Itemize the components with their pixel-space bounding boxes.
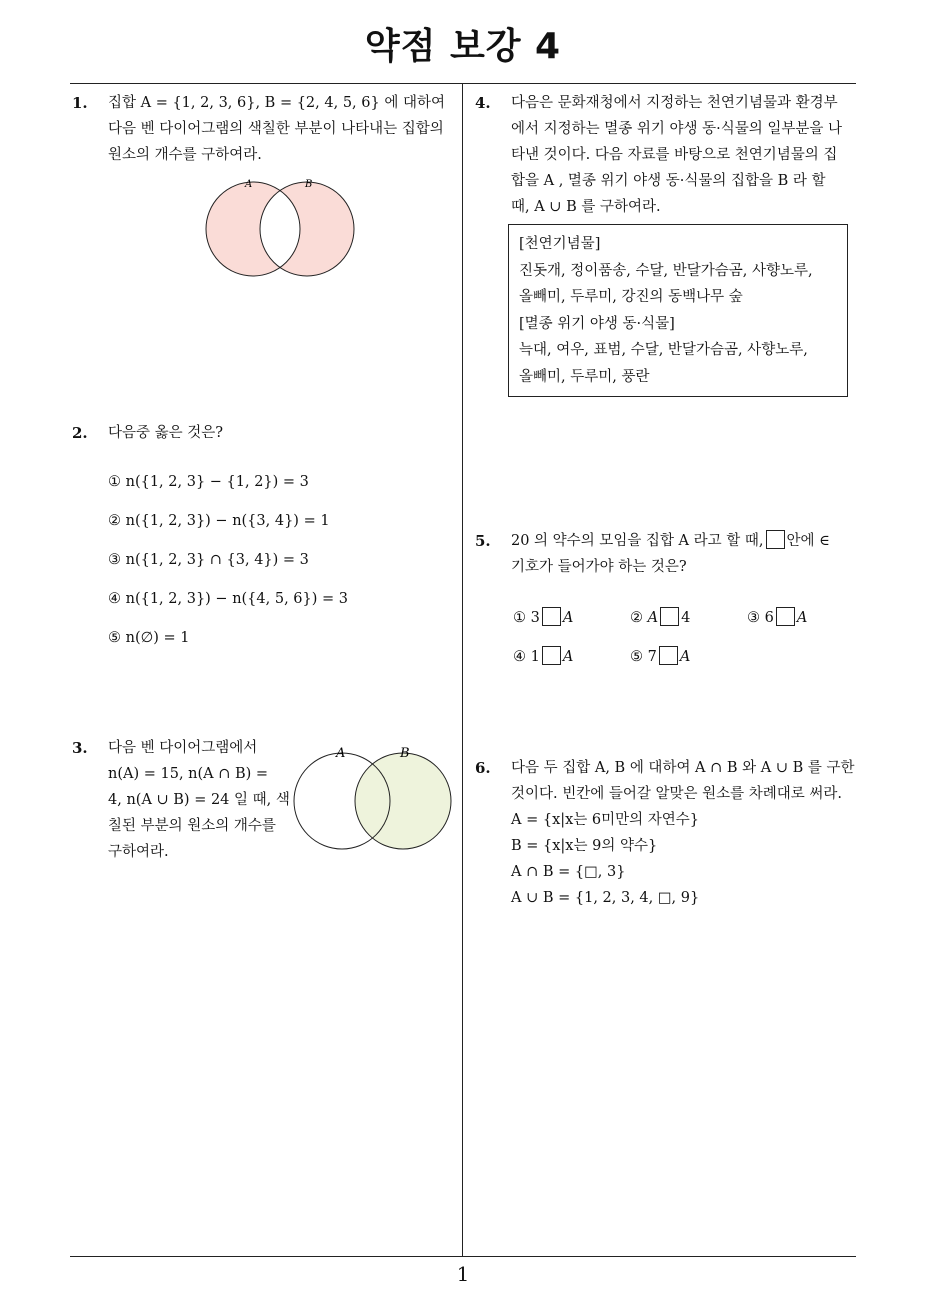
question-line: 기호가 들어가야 하는 것은? <box>511 559 687 575</box>
venn-label-a: A <box>245 179 253 190</box>
question-line <box>511 528 830 554</box>
question-line: 때, A ∪ B 를 구하여라. <box>511 199 661 215</box>
question-number: 2. <box>72 424 88 442</box>
data-box <box>508 224 848 397</box>
question-text <box>511 528 830 580</box>
choice-2[interactable]: ② A 4 <box>630 605 690 631</box>
question-6 <box>475 755 865 925</box>
question-line: n(A) = 15, n(A ∩ B) = <box>108 766 269 782</box>
question-text <box>108 90 445 168</box>
blank-box <box>659 646 678 665</box>
question-number: 6. <box>475 759 491 777</box>
question-line: 4, n(A ∪ B) = 24 일 때, 색 <box>108 792 290 808</box>
question-line: 집합 A = {1, 2, 3, 6}, B = {2, 4, 5, 6} 에 대하여 <box>108 95 445 111</box>
choice-2[interactable]: ② n({1, 2, 3}) − n({3, 4}) = 1 <box>108 513 330 529</box>
data-box-heading: [천연기념물] <box>519 236 601 252</box>
set-definition: B = {x|x는 9의 약수} <box>511 838 658 854</box>
question-line: 다음 두 집합 A, B 에 대하여 A ∩ B 와 A ∪ B 를 구한 <box>511 760 855 776</box>
data-box-line: 늑대, 여우, 표범, 수달, 반달가슴곰, 사향노루, <box>519 342 808 358</box>
data-box-line: 진돗개, 정이품송, 수달, 반달가슴곰, 사향노루, <box>519 262 813 279</box>
choice-5[interactable]: ⑤ 7 A <box>630 644 690 670</box>
choice-4[interactable]: ④ n({1, 2, 3}) − n({4, 5, 6}) = 3 <box>108 591 349 607</box>
question-text <box>108 735 290 865</box>
question-number: 3. <box>72 739 88 757</box>
set-definition: A = {x|x는 6미만의 자연수} <box>511 812 700 828</box>
venn-label-a: A <box>336 746 346 761</box>
blank-box <box>542 607 561 626</box>
header-rule <box>70 83 856 84</box>
set-result: A ∩ B = {□, 3} <box>511 864 626 880</box>
question-3 <box>72 735 290 875</box>
question-number: 1. <box>72 94 88 112</box>
blank-box <box>542 646 561 665</box>
data-box-line: 올빼미, 두루미, 풍란 <box>519 368 650 385</box>
question-2 <box>72 420 457 660</box>
question-text <box>511 90 842 220</box>
choice-5[interactable]: ⑤ n(∅) = 1 <box>108 630 190 646</box>
question-line: 다음 벤 다이어그램에서 <box>108 740 258 756</box>
choice-3[interactable]: ③ 6 A <box>747 605 807 631</box>
column-divider <box>462 83 463 1256</box>
page-title: 약점 보강 4 <box>364 26 562 67</box>
question-line-part: 안에 ∈ <box>786 533 830 549</box>
question-5 <box>475 528 865 678</box>
question-line: 칠된 부분의 원소의 개수를 <box>108 818 276 834</box>
question-line: 다음은 문화재청에서 지정하는 천연기념물과 환경부 <box>511 95 838 111</box>
page-number: 1 <box>456 1262 470 1286</box>
choice-4[interactable]: ④ 1 A <box>513 644 573 670</box>
venn-diagram-q3 <box>288 740 460 855</box>
blank-box <box>660 607 679 626</box>
choice-1[interactable]: ① n({1, 2, 3} − {1, 2}) = 3 <box>108 474 309 490</box>
footer-rule <box>70 1256 856 1257</box>
question-number: 4. <box>475 94 491 112</box>
data-box-heading: [멸종 위기 야생 동·식물] <box>519 315 675 332</box>
question-line: 다음중 옳은 것은? <box>108 425 224 441</box>
choice-3[interactable]: ③ n({1, 2, 3} ∩ {3, 4}) = 3 <box>108 552 309 568</box>
question-line: 원소의 개수를 구하여라. <box>108 147 262 163</box>
question-line: 것이다. 빈칸에 들어갈 알맞은 원소를 차례대로 써라. <box>511 786 843 802</box>
question-line: 에서 지정하는 멸종 위기 야생 동·식물의 일부분을 나 <box>511 121 843 137</box>
data-box-line: 올빼미, 두루미, 강진의 동백나무 숲 <box>519 289 743 305</box>
question-4 <box>475 90 865 230</box>
question-line: 구하여라. <box>108 844 169 860</box>
question-line-part: 20 의 약수의 모임을 집합 A 라고 할 때, <box>511 533 764 549</box>
venn-label-b: B <box>305 179 313 190</box>
venn-label-b: B <box>400 746 410 761</box>
set-result: A ∪ B = {1, 2, 3, 4, □, 9} <box>511 890 700 906</box>
question-text <box>108 420 223 446</box>
question-line: 합을 A , 멸종 위기 야생 동·식물의 집합을 B 라 할 <box>511 173 826 189</box>
venn-diagram-q1 <box>195 172 365 282</box>
question-number: 5. <box>475 532 491 550</box>
question-text <box>511 755 855 911</box>
blank-box <box>766 530 785 549</box>
question-line: 타낸 것이다. 다음 자료를 바탕으로 천연기념물의 집 <box>511 147 838 163</box>
question-line: 다음 벤 다이어그램의 색칠한 부분이 나타내는 집합의 <box>108 121 444 137</box>
choice-1[interactable]: ① 3 A <box>513 605 573 631</box>
blank-box <box>776 607 795 626</box>
